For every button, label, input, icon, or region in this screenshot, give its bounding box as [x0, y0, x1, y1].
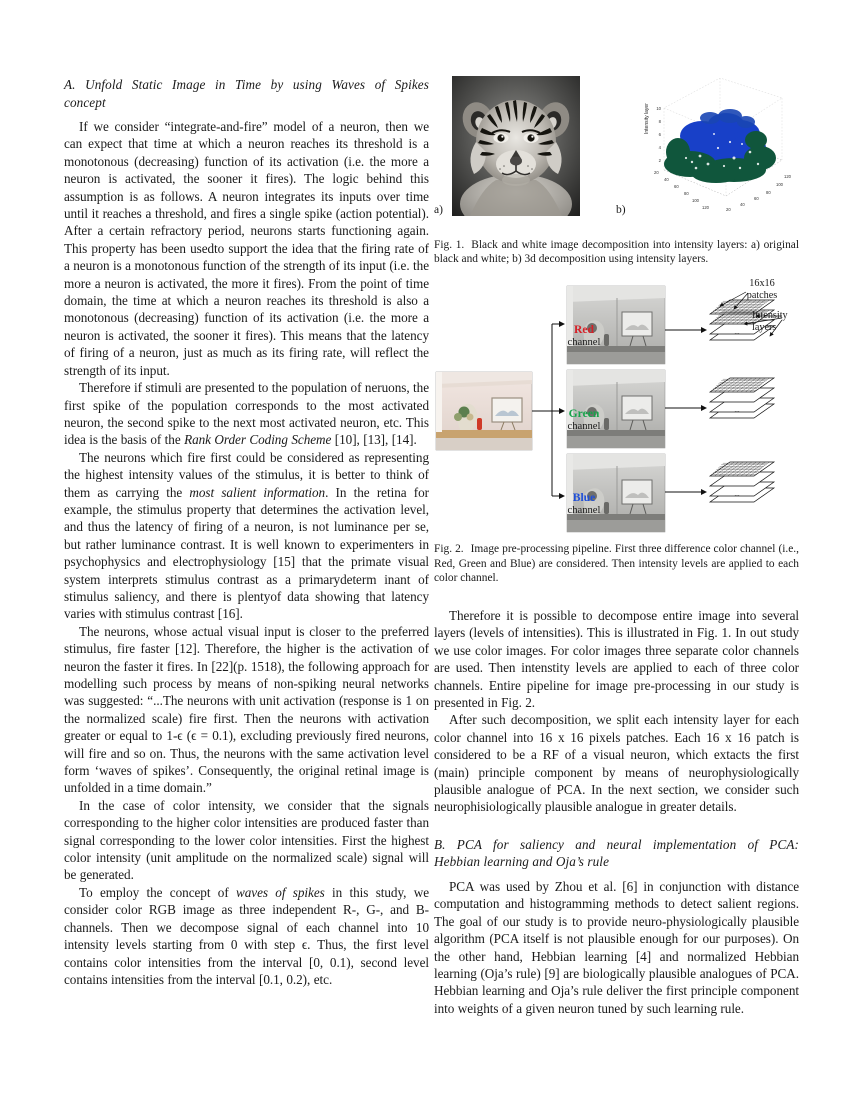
- svg-text:80: 80: [684, 191, 689, 196]
- annotation-patches-line1: 16x16: [749, 278, 775, 290]
- section-heading-a-line1: A. Unfold Static Image in Time by using Waves of Spikes: [64, 77, 429, 92]
- ellipsis-green: ...: [734, 406, 740, 415]
- channel-sub-green: channel: [567, 420, 601, 432]
- svg-text:6: 6: [658, 132, 661, 137]
- svg-text:60: 60: [674, 184, 679, 189]
- section-heading-b-line2: Hebbian learning and Oja’s rule: [434, 854, 610, 870]
- svg-text:20: 20: [726, 207, 731, 212]
- z-axis-ticks: [656, 106, 661, 163]
- section-heading-a: [64, 76, 429, 111]
- svg-text:2: 2: [658, 158, 661, 163]
- figure-1: [434, 76, 799, 228]
- scatter-points: [664, 109, 776, 183]
- channel-sub-red: channel: [567, 336, 601, 348]
- svg-text:8: 8: [658, 119, 661, 124]
- right-paragraph-2: After such decomposition, we split each intensity layer for each color channel into 16 x 16 pixels patches. Each 16 x 16 patch is considered to be a RF of a visual neuron, which extacts the first (main) principle component by means of neurophysiologically plausible analogue of PCA. In the next section, we consider such neurophisiologically plausible analogue in greater details.: [434, 712, 799, 815]
- figure-2-caption-lead: Fig. 2.: [434, 543, 464, 556]
- scatter-3d-plot: [630, 78, 798, 218]
- axis-label-intensity-layer: Intensity layer: [644, 103, 650, 134]
- left-paragraph-3: The neurons which fire first could be considered as representing the highest intensity values of the stimulus, it is better to think of them as carrying the most salient information. In the retina for example, the stimulus property that determines the activation level, and thus the latency of firing of a neuron, is not luminance per se, but rather luminance contrast. It is well known to experimenters in psychophysics and electrophysiology [15] that the primate visual system interprets stimulus contrast as a primarydeterm inant of stimulus saliency, and there is plentyof data showing that latency varies with stimulus contrast [16].: [64, 449, 429, 622]
- channel-name-red: Red: [574, 323, 594, 337]
- svg-text:10: 10: [656, 106, 661, 111]
- figure-1-label-b: b): [616, 204, 626, 216]
- figure-1-label-a: a): [434, 204, 443, 216]
- layer-stack-blue: [710, 462, 774, 502]
- annotation-patches-line2: patches: [746, 290, 778, 301]
- svg-text:20: 20: [654, 170, 659, 175]
- svg-text:120: 120: [784, 174, 791, 179]
- left-paragraph-4: The neurons, whose actual visual input is closer to the preferred stimulus, fire faster [12]. Therefore, the higher is the activation of neuron the faster it fires. In [22](p. 1518), the following approach for modelling such process by means of non-spiking neural networks was suggested: “...The neurons with unit activation (response is 1 on the normalized scale) fire first. Then the neurons with activation greater or equal to 1-ϵ (ϵ = 0.1), excluding previously fired neurons, will fire and so on. Thus, the neurons with the same activation level form ‘waves of spikes’. Consequently, the original retinal image is unfolded in a time domain.”: [64, 623, 429, 796]
- section-heading-b-line1: B. PCA for saliency and neural implementation of PCA:: [434, 836, 799, 852]
- left-paragraph-1: If we consider “integrate-and-fire” model of a neuron, then we can expect that time at which a neuron reaches its threshold is a monotonous (decreasing) function of its activation (i.e. the more a neuron is activated, the sooner it fires). The logic behind this assumption is as follows. A neuron integrates its inputs over time until it reaches a threshold, and fires a single spike (action potential). After a certain refractory period, neurons starts functioning again. This property has been usedto support the idea that the firing rate of a neuron is a monotonous function of the strength of its input (i.e. the more a neuron is activated, the more it fires). From the point of time domain, the time at which a neuron reaches its threshold is also a monotonous (decreasing) function of its activation (i.e. the more a neuron is activated, the sooner it fires). This means that the latency of firing of a neuron, just as much as its firing rate, will reflect the strength of its input.: [64, 119, 429, 378]
- section-heading-b: [434, 836, 799, 871]
- figure-1-panel-a-image: [452, 76, 580, 216]
- figure-1-caption-text: Black and white image decomposition into intensity layers: a) original black and white; b) 3d decomposition using intensity layers.: [434, 239, 799, 266]
- svg-text:40: 40: [740, 202, 745, 207]
- figure-1-caption-lead: Fig. 1.: [434, 239, 465, 251]
- annotation-layers-line1: Intensity: [752, 310, 788, 322]
- svg-text:120: 120: [702, 205, 709, 210]
- figure-2: [434, 278, 799, 534]
- ellipsis-blue: ...: [734, 490, 740, 499]
- svg-text:100: 100: [776, 182, 783, 187]
- right-paragraph-3: PCA was used by Zhou et al. [6] in conjunction with distance computation and histogramming methods to detect salient regions. The goal of our study is to provide neuro-physiologically plausible algorithm (PCA itself is not plausible enough for our purposes). On the other hand, Hebbian learning [4] and normalized Hebbian learning (Oja’s rule) [9] are biologically plausible analogues of PCA. Hebbian learning and Oja’s rule deliver the first principle component into weights of a given neuron tuned by such learning rule.: [434, 878, 799, 1016]
- annotation-intensity-layers: [752, 310, 806, 333]
- left-paragraph-6: To employ the concept of waves of spikes in this study, we consider color RGB image as three independent R-, G-, and B-channels. Then we decompose signal of each channel into 10 intensity levels starting from 0 with step ϵ. Thus, the first level contains color intensities from the interval [0, 0.1), second level contains intensities from the interval [0.1, 0.2), etc.: [64, 884, 430, 987]
- section-heading-a-line2: concept: [64, 94, 106, 110]
- channel-name-green: Green: [568, 407, 600, 421]
- svg-text:60: 60: [754, 196, 759, 201]
- ellipsis-red: ...: [734, 328, 740, 337]
- svg-text:40: 40: [664, 177, 669, 182]
- channel-label-blue: [552, 492, 616, 517]
- layer-stack-green: [710, 378, 774, 418]
- figure-1-caption: [434, 238, 799, 266]
- term-salient-info: most salient information: [189, 484, 326, 500]
- channel-label-red: [552, 324, 616, 349]
- right-paragraph-1: Therefore it is possible to decompose entire image into several layers (levels of intensities). This is illustrated in Fig. 1. In out study we use color images. For color images three separate color channels are used. Then intenstity levels are applied to each of three color channels. Entire pipeline for image pre-processing in our study is presented in Fig. 2.: [434, 608, 799, 711]
- svg-text:80: 80: [766, 190, 771, 195]
- left-paragraph-2: Therefore if stimuli are presented to the population of neruons, the first spike of the population corresponds to the most activated neuron, the second spike to the next most activated neuron, etc. This idea is the basis of the Rank Order Coding Scheme [10], [13], [14].: [64, 380, 429, 448]
- annotation-patches: [732, 278, 792, 301]
- figure-2-caption-text: Image pre-processing pipeline. First three difference color channel (i.e., Red, Green and Blue) are considered. Then intensity levels are applied to each color channel.: [434, 543, 800, 584]
- figure-1-panel-b-plot: [630, 78, 798, 218]
- source-color-image: [436, 372, 532, 450]
- term-rank-order: Rank Order Coding Scheme: [184, 432, 332, 448]
- channel-sub-blue: channel: [567, 504, 601, 516]
- tiger-photo: [452, 76, 580, 216]
- pipeline-diagram: [434, 284, 799, 534]
- figure-2-caption: [434, 542, 799, 585]
- channel-label-green: [552, 408, 616, 433]
- right-column: [434, 76, 799, 1017]
- svg-text:4: 4: [658, 145, 661, 150]
- left-paragraph-5: In the case of color intensity, we consider that the signals corresponding to the higher color intensities are produced faster than signal corresponding to the lower color intensities. First the highest color intensity (unit amplitude on the normalized scale) signal will be generated.: [64, 797, 429, 883]
- channel-name-blue: Blue: [572, 491, 596, 505]
- left-column: [64, 76, 429, 988]
- annotation-layers-line2: layers: [752, 322, 777, 333]
- term-waves-of-spikes: waves of spikes: [236, 884, 325, 900]
- svg-text:100: 100: [692, 198, 699, 203]
